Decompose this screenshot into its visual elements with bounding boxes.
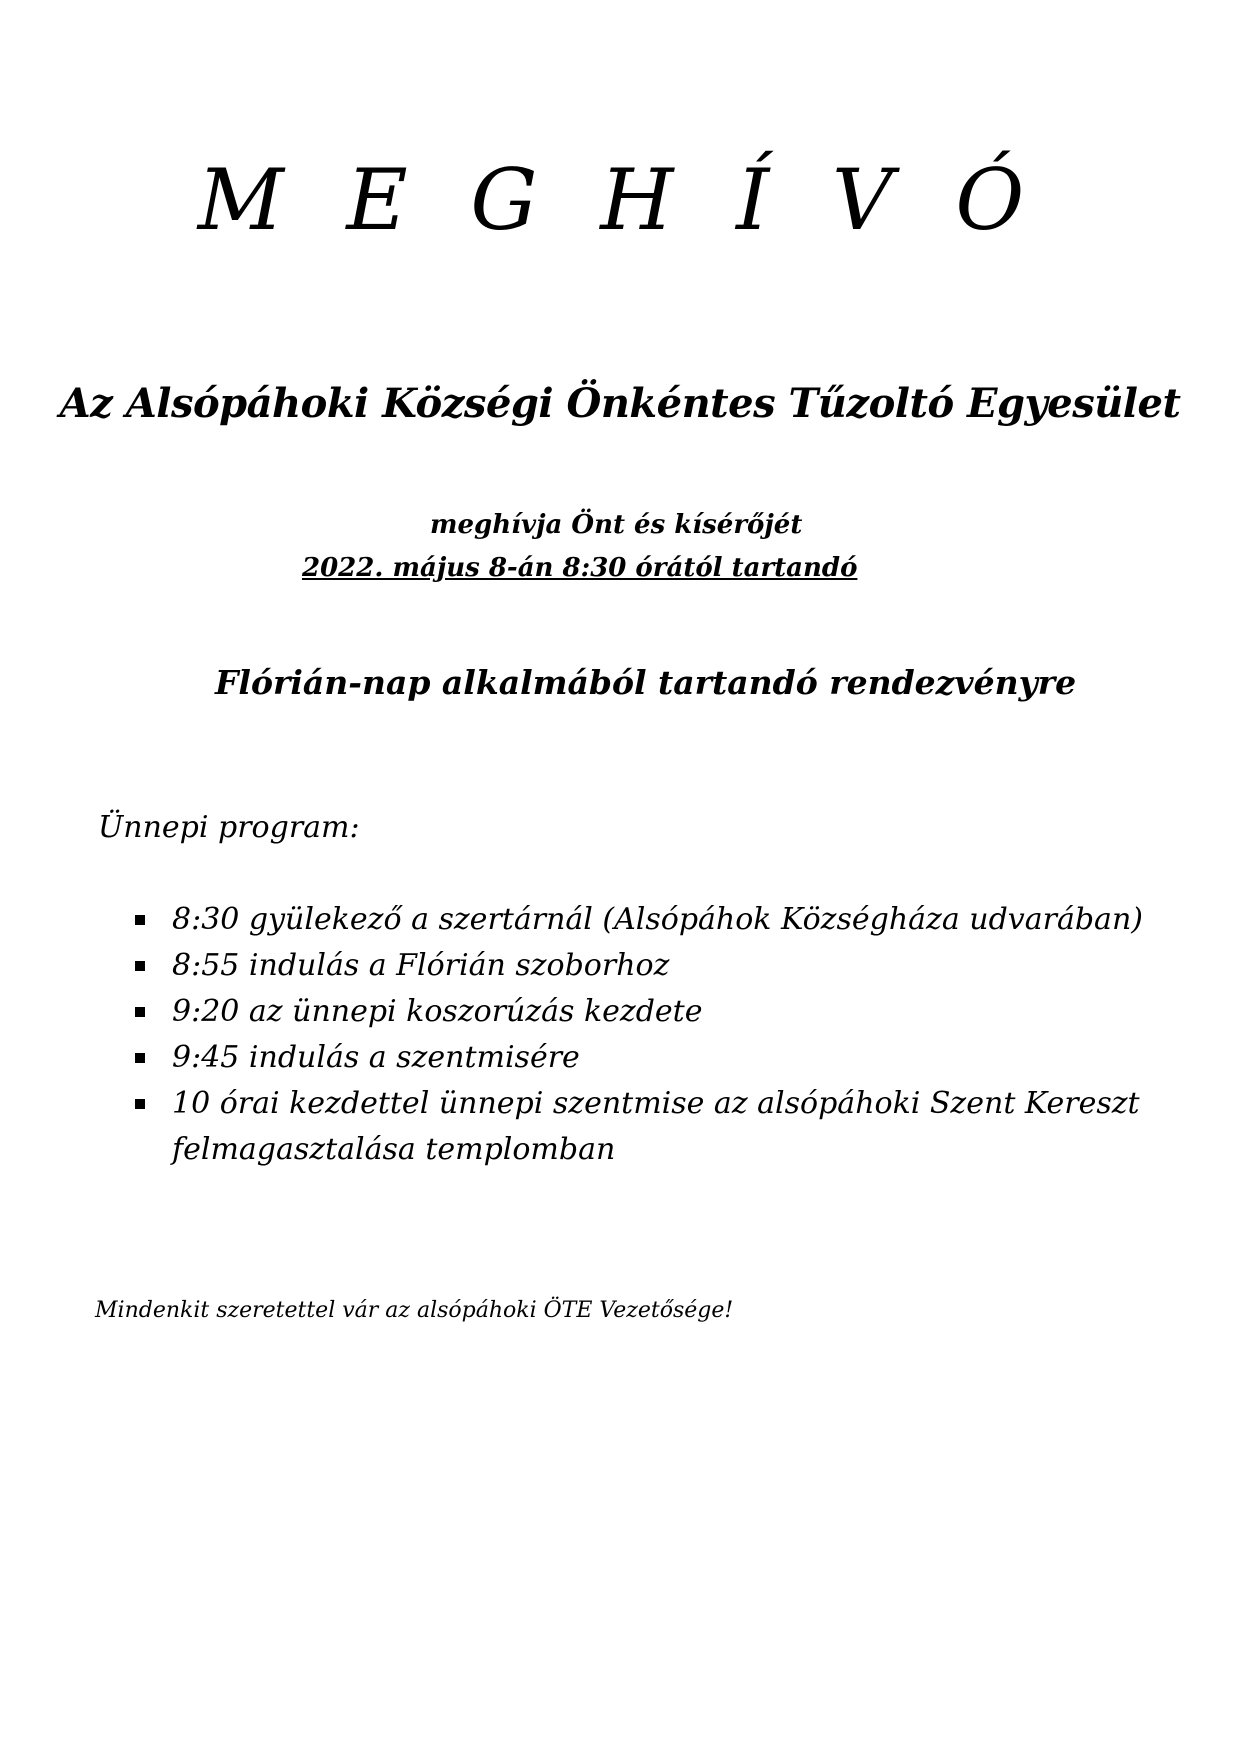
square-bullet-icon bbox=[135, 915, 145, 925]
occasion-line: Flórián-nap alkalmából tartandó rendezvényre bbox=[215, 663, 1077, 702]
footer-signature: Mindenkit szeretettel vár az alsópáhoki ÖTE Vezetősége! bbox=[95, 1298, 734, 1323]
program-item bbox=[0, 897, 1240, 943]
invitation-line: meghívja Önt és kísérőjét bbox=[430, 510, 803, 540]
program-item bbox=[0, 989, 1240, 1035]
program-item bbox=[0, 943, 1240, 989]
program-heading: Ünnepi program: bbox=[98, 810, 360, 845]
square-bullet-icon bbox=[135, 961, 145, 971]
program-list bbox=[0, 897, 1240, 1173]
event-date-line: 2022. május 8-án 8:30 órától tartandó bbox=[302, 553, 858, 583]
program-item-text: 9:45 indulás a szentmisére bbox=[172, 1040, 580, 1075]
square-bullet-icon bbox=[135, 1099, 145, 1109]
program-item-text: 10 órai kezdettel ünnepi szentmise az alsópáhoki Szent Kereszt felmagasztalása templomban bbox=[172, 1086, 1140, 1167]
organization-name: Az Alsópáhoki Községi Önkéntes Tűzoltó Egyesület bbox=[59, 380, 1181, 427]
program-item-text: 9:20 az ünnepi koszorúzás kezdete bbox=[172, 994, 703, 1029]
square-bullet-icon bbox=[135, 1007, 145, 1017]
program-item-text: 8:55 indulás a Flórián szoborhoz bbox=[172, 948, 670, 983]
program-item bbox=[0, 1081, 1240, 1173]
square-bullet-icon bbox=[135, 1053, 145, 1063]
document-title: M E G H Í V Ó bbox=[197, 151, 1043, 249]
program-item-text: 8:30 gyülekező a szertárnál (Alsópáhok Községháza udvarában) bbox=[172, 902, 1143, 937]
program-item bbox=[0, 1035, 1240, 1081]
